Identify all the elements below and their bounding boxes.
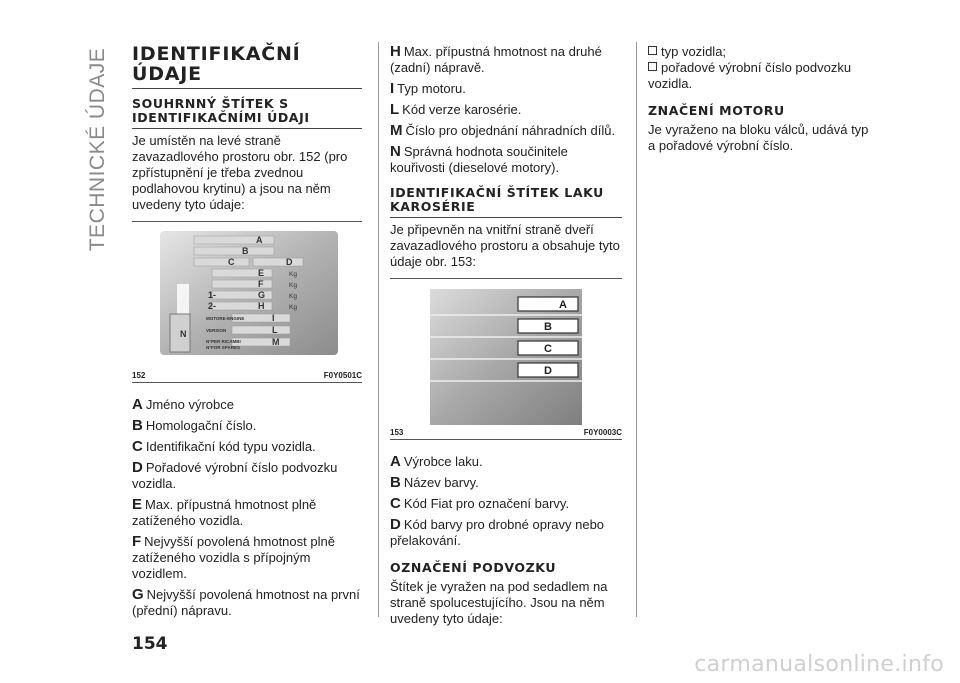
paint-plate-image	[390, 287, 622, 427]
list-item: A Jméno výrobce	[132, 396, 234, 413]
plate-label-f: F	[258, 279, 264, 289]
section-title: ZNAČENÍ MOTORU	[648, 103, 785, 118]
plate-kg: Kg	[289, 304, 297, 311]
page-title: IDENTIFIKAČNÍ ÚDAJE	[132, 44, 362, 89]
list-item: typ vozidla;	[648, 44, 878, 60]
figure-number: 152	[132, 371, 146, 380]
plate-version: VERSION	[206, 328, 227, 333]
list-item: D Pořadové výrobní číslo podvozku vozidla.	[132, 459, 338, 491]
list-item: M Číslo pro objednání náhradních dílů.	[390, 122, 616, 139]
side-tab-label: TECHNICKÉ ÚDAJE	[86, 47, 109, 252]
plate-spares: N°FOR SPARES	[206, 345, 240, 350]
intro-text: Je umístěn na levé straně zavazadlového prostoru obr. 152 (pro zpřístupnění je třeba zvednou podlahovou krytinu) a jsou na něm uvedeny tyto údaje:	[132, 133, 348, 212]
plate-label-1: 1-	[208, 290, 217, 300]
list-item: C Identifikační kód typu vozidla.	[132, 438, 316, 455]
list-item: L Kód verze karosérie.	[390, 101, 522, 118]
plate-label-i: I	[272, 313, 275, 323]
list-item: B Homologační číslo.	[132, 417, 257, 434]
list-item: G Nejvyšší povolená hmotnost na první (přední) nápravu.	[132, 586, 360, 618]
plate-label-h: H	[258, 301, 265, 311]
list-item: I Typ motoru.	[390, 80, 466, 97]
plate-label-e: E	[258, 268, 265, 278]
section-text: Štítek je vyražen na pod sedadlem na straně spolucestujícího. Jsou na něm uvedeny tyto údaje:	[390, 579, 608, 626]
section-title: SOUHRNNÝ ŠTÍTEK S IDENTIFIKAČNÍMI ÚDAJI	[132, 97, 362, 129]
legend-list	[132, 397, 362, 619]
list-item: E Max. přípustná hmotnost plně zatíženého vozidla.	[132, 496, 317, 528]
column-1	[132, 44, 362, 619]
intro-text: Je připevněn na vnitřní straně dveří zavazadlového prostoru a obsahuje tyto údaje obr. 153:	[390, 222, 620, 269]
figure-code: F0Y0501C	[323, 371, 362, 380]
section-title: OZNAČENÍ PODVOZKU	[390, 560, 557, 575]
paint-label-d: D	[544, 365, 552, 377]
column-2	[390, 44, 622, 627]
plate-label-d: D	[286, 257, 293, 267]
figure-152	[132, 221, 362, 383]
plate-label-a: A	[256, 235, 263, 245]
list-item: pořadové výrobní číslo podvozku vozidla.	[648, 60, 852, 91]
plate-label-c: C	[228, 257, 235, 267]
list-item: C Kód Fiat pro označení barvy.	[390, 495, 570, 512]
legend-list	[390, 454, 622, 549]
plate-kg: Kg	[289, 271, 297, 278]
plate-label-g: G	[258, 290, 266, 300]
figure-153	[390, 278, 622, 440]
checkbox-icon	[648, 46, 657, 55]
side-tab	[84, 42, 112, 257]
list-item: D Kód barvy pro drobné opravy nebo přelakování.	[390, 516, 605, 548]
paint-label-b: B	[544, 321, 552, 333]
summary-plate-image	[132, 228, 362, 378]
column-divider	[636, 42, 637, 617]
list-item: F Nejvyšší povolená hmotnost plně zatíženého vozidla s přípojným vozidlem.	[132, 533, 335, 581]
paint-label-a: A	[559, 299, 567, 311]
section-text: Je vyraženo na bloku válců, udává typ a pořadové výrobní číslo.	[648, 122, 869, 153]
figure-number: 153	[390, 428, 404, 437]
plate-label-l: L	[272, 325, 278, 335]
plate-label-2: 2-	[208, 301, 217, 311]
plate-label-b: B	[242, 246, 249, 256]
figure-code: F0Y0003C	[583, 428, 622, 437]
section-title: IDENTIFIKAČNÍ ŠTÍTEK LAKU KAROSÉRIE	[390, 186, 622, 218]
paint-label-c: C	[544, 343, 552, 355]
watermark: carmanualsonline.info	[694, 652, 944, 677]
plate-motore: MOTORE-ENGINE	[206, 316, 245, 321]
plate-kg: Kg	[289, 282, 297, 289]
plate-label-m: M	[272, 337, 280, 347]
column-3	[648, 44, 878, 154]
page-number: 154	[132, 634, 168, 654]
list-item: A Výrobce laku.	[390, 453, 483, 470]
list-item: H Max. přípustná hmotnost na druhé (zadní) nápravě.	[390, 43, 602, 75]
plate-ricambi: N°PER RICAMBI	[206, 339, 241, 344]
list-item: B Název barvy.	[390, 474, 479, 491]
list-item: N Správná hodnota součinitele kouřivosti (dieselové motory).	[390, 143, 568, 175]
plate-kg: Kg	[289, 293, 297, 300]
column-divider	[378, 42, 379, 617]
plate-label-n: N	[180, 329, 187, 339]
checkbox-icon	[648, 62, 657, 71]
